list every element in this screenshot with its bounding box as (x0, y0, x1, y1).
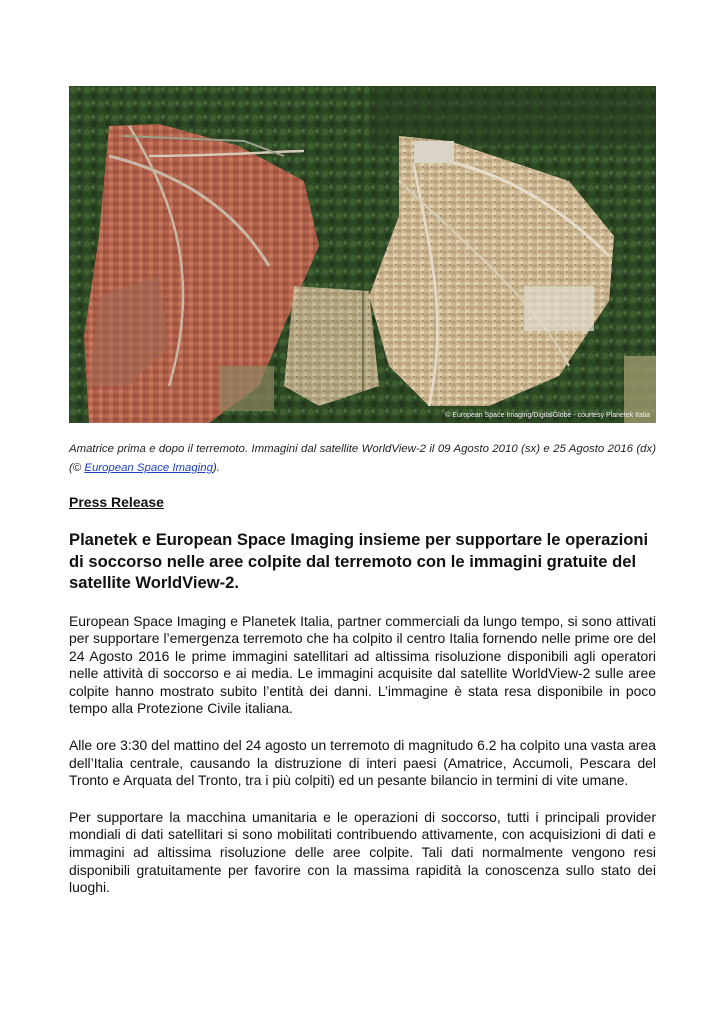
image-caption (69, 440, 656, 478)
document-page (69, 86, 656, 897)
paragraph-1: European Space Imaging e Planetek Italia, partner commerciali da lungo tempo, si sono attivati per supportare l’emergenza terremoto che ha colpito il centro Italia fornendo nelle prime ore del 24 Agosto 2016 le prime immagini satellitari ad altissima risoluzione disponibili agli operatori nelle attività di soccorso e ai media. Le immagini acquisite dal satellite WorldView-2 sulle aree colpite hanno mostrato subito l’entità dei danni. L’immagine è stata resa disponibile in poco tempo alla Protezione Civile italiana. (69, 612, 656, 717)
image-credit: © European Space Imaging/DigitalGlobe - courtesy Planetek Italia (445, 412, 650, 419)
caption-text-end: ). (212, 462, 220, 474)
headline: Planetek e European Space Imaging insieme per supportare le operazioni di soccorso nelle aree colpite dal terremoto con le immagini gratuite del satellite WorldView-2. (69, 530, 649, 592)
satellite-photo (69, 86, 656, 423)
press-release-label: Press Release (69, 494, 164, 510)
caption-text: Amatrice prima e dopo il terremoto. Immagini dal satellite WorldView-2 il 09 Agosto 2010 (sx) e 25 Agosto 2016 (dx) (© (69, 443, 656, 474)
paragraph-2: Alle ore 3:30 del mattino del 24 agosto un terremoto di magnitudo 6.2 ha colpito una vasta area dell’Italia centrale, causando la distruzione di interi paesi (Amatrice, Accumoli, Pescara del Tronto e Arquata del Tronto, tra i più colpiti) ed un pesante bilancio in termini di vite umane. (69, 737, 656, 789)
satellite-image-drawing (69, 86, 656, 423)
european-space-imaging-link[interactable]: European Space Imaging (84, 462, 213, 474)
paragraph-3: Per supportare la macchina umanitaria e le operazioni di soccorso, tutti i principali provider mondiali di dati satellitari si sono mobilitati contribuendo attivamente, con acquisizioni di dati e immagini ad altissima risoluzione delle aree colpite. Tali dati normalmente vengono resi disponibili gratuitamente per favorire con la massima rapidità la conoscenza sullo stato dei luoghi. (69, 808, 656, 896)
